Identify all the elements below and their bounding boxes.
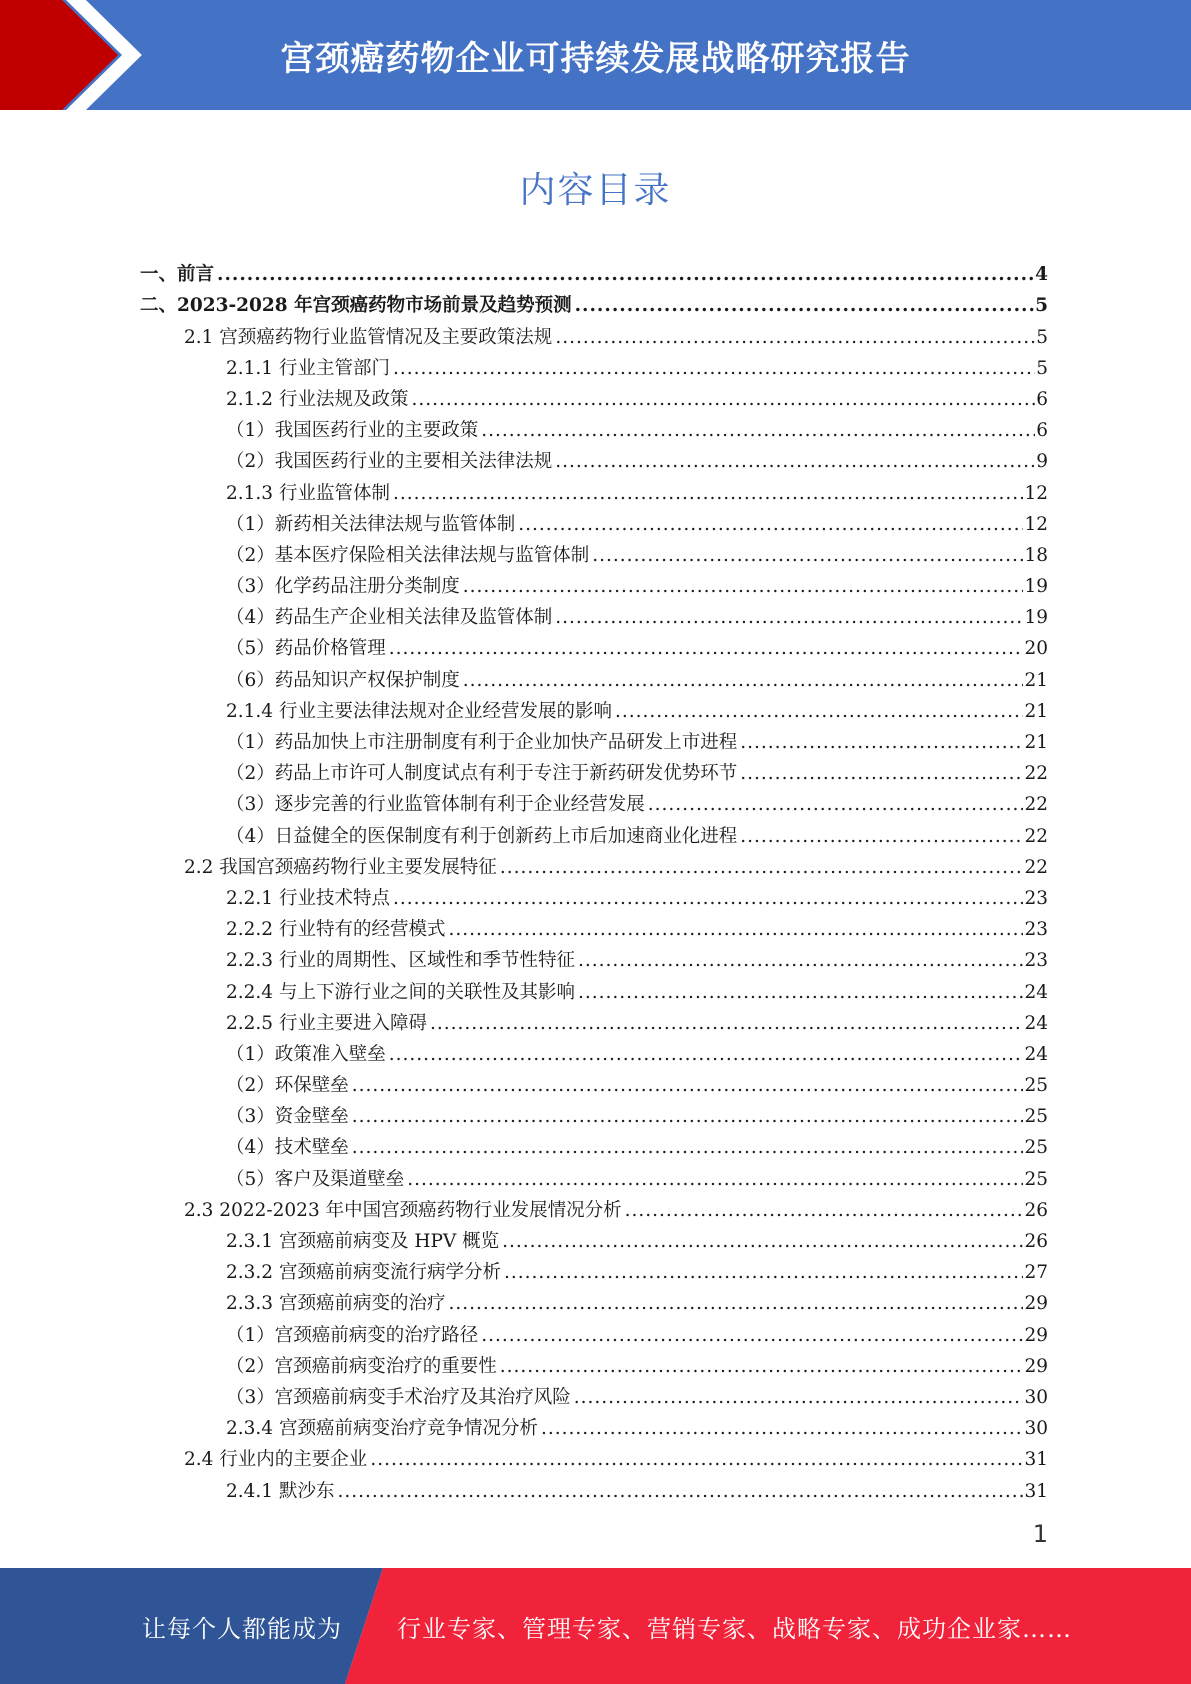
toc-dot-leader — [555, 607, 1023, 629]
toc-entry-title: 2.3.4 宫颈癌前病变治疗竞争情况分析 — [226, 1418, 538, 1440]
toc-entry-page: 30 — [1024, 1418, 1048, 1440]
toc-dot-leader — [448, 1293, 1023, 1315]
toc-entry-page: 24 — [1024, 1043, 1048, 1065]
toc-entry-page: 5 — [1035, 295, 1048, 317]
toc-entry[interactable] — [140, 972, 1048, 1003]
toc-entry[interactable] — [140, 1159, 1048, 1190]
toc-entry-title: 2.4 行业内的主要企业 — [184, 1449, 368, 1471]
toc-entry-title: （3）化学药品注册分类制度 — [226, 576, 460, 598]
toc-entry-page: 22 — [1024, 763, 1048, 785]
toc-entry[interactable] — [140, 1440, 1048, 1471]
toc-entry[interactable] — [140, 1004, 1048, 1035]
toc-entry-page: 29 — [1024, 1355, 1048, 1377]
page-number: 1 — [1032, 1520, 1048, 1548]
toc-entry-page: 24 — [1024, 981, 1048, 1003]
toc-entry[interactable] — [140, 1097, 1048, 1128]
toc-dot-leader — [430, 1013, 1023, 1035]
toc-dot-leader — [555, 327, 1035, 349]
toc-entry[interactable] — [140, 1315, 1048, 1346]
toc-entry[interactable] — [140, 442, 1048, 473]
toc-entry-page: 20 — [1024, 638, 1048, 660]
toc-dot-leader — [393, 483, 1023, 505]
toc-dot-leader — [463, 670, 1024, 692]
toc-entry-title: 2.3.2 宫颈癌前病变流行病学分析 — [226, 1262, 501, 1284]
toc-entry-page: 25 — [1024, 1106, 1048, 1128]
toc-entry-title: （2）环保壁垒 — [226, 1075, 349, 1097]
toc-entry-page: 31 — [1024, 1449, 1048, 1471]
toc-dot-leader — [648, 794, 1024, 816]
toc-entry-page: 19 — [1024, 576, 1048, 598]
toc-entry-title: 2.2.4 与上下游行业之间的关联性及其影响 — [226, 981, 575, 1003]
toc-entry-title: （6）药品知识产权保护制度 — [226, 669, 460, 691]
toc-entry-title: 2.2 我国宫颈癌药物行业主要发展特征 — [184, 856, 497, 878]
toc-entry-page: 26 — [1024, 1231, 1048, 1252]
toc-dot-leader — [740, 732, 1023, 754]
toc-entry[interactable] — [140, 473, 1048, 504]
toc-entry[interactable] — [140, 567, 1048, 598]
toc-dot-leader — [500, 1356, 1024, 1378]
toc-entry[interactable] — [140, 1191, 1048, 1222]
toc-entry-page: 23 — [1024, 950, 1048, 972]
toc-entry-title: 2.3.3 宫颈癌前病变的治疗 — [226, 1293, 446, 1315]
table-of-contents — [140, 255, 1048, 1503]
toc-entry[interactable] — [140, 286, 1048, 317]
toc-entry[interactable] — [140, 660, 1048, 691]
toc-dot-leader — [578, 982, 1023, 1004]
toc-entry-title: （4）技术壁垒 — [226, 1137, 349, 1159]
toc-dot-leader — [625, 1200, 1024, 1222]
toc-entry[interactable] — [140, 598, 1048, 629]
toc-entry-page: 26 — [1024, 1199, 1048, 1221]
toc-entry-title: （1）药品加快上市注册制度有利于企业加快产品研发上市进程 — [226, 732, 738, 753]
toc-dot-leader — [352, 1075, 1024, 1097]
toc-entry-page: 6 — [1036, 388, 1048, 410]
toc-entry[interactable] — [140, 1222, 1048, 1253]
toc-dot-leader — [500, 857, 1024, 879]
toc-dot-leader — [411, 389, 1035, 411]
toc-entry-title: 2.1.4 行业主要法律法规对企业经营发展的影响 — [226, 700, 612, 722]
toc-entry-title: 2.2.5 行业主要进入障碍 — [226, 1012, 427, 1034]
toc-entry[interactable] — [140, 629, 1048, 660]
toc-entry-page: 21 — [1024, 700, 1048, 722]
toc-entry-title: （2）药品上市许可人制度试点有利于专注于新药研发优势环节 — [226, 763, 738, 785]
toc-entry[interactable] — [140, 723, 1048, 754]
toc-dot-leader — [575, 295, 1035, 317]
toc-entry-page: 25 — [1024, 1168, 1048, 1190]
toc-dot-leader — [541, 1418, 1023, 1440]
toc-entry[interactable] — [140, 692, 1048, 723]
toc-dot-leader — [740, 826, 1023, 848]
footer-slogan-left: 让每个人都能成为 — [142, 1614, 342, 1643]
toc-entry-page: 6 — [1036, 420, 1048, 442]
toc-dot-leader — [615, 701, 1023, 723]
toc-dot-leader — [407, 1169, 1023, 1191]
toc-entry-title: （1）政策准入壁垒 — [226, 1043, 386, 1065]
toc-entry[interactable] — [140, 1035, 1048, 1066]
toc-entry-page: 30 — [1024, 1386, 1048, 1408]
report-title: 宫颈癌药物企业可持续发展战略研究报告 — [280, 38, 911, 79]
toc-dot-leader — [574, 1387, 1024, 1409]
toc-entry-title: 2.1.3 行业监管体制 — [226, 482, 390, 504]
toc-entry-title: （1）新药相关法律法规与监管体制 — [226, 513, 516, 535]
toc-dot-leader — [481, 420, 1035, 442]
toc-entry[interactable] — [140, 536, 1048, 567]
toc-entry-page: 18 — [1024, 544, 1048, 566]
toc-dot-leader — [352, 1137, 1024, 1159]
toc-entry[interactable] — [140, 411, 1048, 442]
footer-slogan-right: 行业专家、管理专家、营销专家、战略专家、成功企业家…… — [397, 1614, 1072, 1643]
toc-entry[interactable] — [140, 1284, 1048, 1315]
toc-entry-title: （3）宫颈癌前病变手术治疗及其治疗风险 — [226, 1386, 571, 1408]
toc-entry[interactable] — [140, 754, 1048, 785]
toc-entry-page: 21 — [1024, 669, 1048, 691]
toc-dot-leader — [352, 1106, 1024, 1128]
toc-entry-title: （3）逐步完善的行业监管体制有利于企业经营发展 — [226, 794, 645, 816]
toc-dot-leader — [592, 545, 1023, 567]
toc-entry-title: （2）我国医药行业的主要相关法律法规 — [226, 451, 553, 473]
toc-entry-page: 22 — [1024, 794, 1048, 816]
toc-entry[interactable] — [140, 255, 1048, 286]
toc-entry-title: 2.3 2022-2023 年中国宫颈癌药物行业发展情况分析 — [184, 1199, 622, 1221]
toc-entry[interactable] — [140, 349, 1048, 380]
toc-entry-title: 2.1.1 行业主管部门 — [226, 357, 390, 379]
report-footer-band — [0, 1568, 1191, 1684]
toc-dot-leader — [389, 1044, 1024, 1066]
toc-dot-leader — [393, 888, 1023, 910]
toc-entry-page: 23 — [1024, 887, 1048, 909]
toc-entry-page: 12 — [1024, 513, 1048, 535]
toc-dot-leader — [393, 358, 1035, 380]
toc-entry-page: 4 — [1035, 264, 1048, 286]
toc-entry-title: （1）宫颈癌前病变的治疗路径 — [226, 1324, 479, 1346]
toc-entry-page: 23 — [1024, 919, 1048, 941]
toc-entry-title: 2.4.1 默沙东 — [226, 1480, 335, 1502]
toc-entry-title: 二、2023-2028 年宫颈癌药物市场前景及趋势预测 — [140, 295, 572, 317]
toc-entry-title: （4）日益健全的医保制度有利于创新药上市后加速商业化进程 — [226, 825, 738, 847]
toc-entry-page: 9 — [1036, 451, 1048, 473]
toc-entry-title: （2）基本医疗保险相关法律法规与监管体制 — [226, 544, 590, 566]
toc-entry-page: 29 — [1024, 1293, 1048, 1315]
toc-dot-leader — [463, 576, 1024, 598]
toc-entry[interactable] — [140, 785, 1048, 816]
toc-entry-title: 2.3.1 宫颈癌前病变及 HPV 概览 — [226, 1231, 500, 1252]
toc-entry[interactable] — [140, 1128, 1048, 1159]
toc-dot-leader — [370, 1449, 1023, 1471]
toc-dot-leader — [502, 1231, 1023, 1253]
toc-entry-page: 27 — [1024, 1262, 1048, 1284]
toc-entry-title: （5）客户及渠道壁垒 — [226, 1168, 405, 1190]
toc-entry-page: 5 — [1036, 357, 1048, 379]
toc-dot-leader — [578, 950, 1023, 972]
toc-heading: 内容目录 — [519, 170, 672, 211]
toc-entry-title: （3）资金壁垒 — [226, 1106, 349, 1128]
toc-entry[interactable] — [140, 941, 1048, 972]
toc-entry-title: 2.2.3 行业的周期性、区域性和季节性特征 — [226, 950, 575, 972]
toc-entry-page: 25 — [1024, 1075, 1048, 1097]
toc-entry-page: 29 — [1024, 1324, 1048, 1346]
toc-entry-title: （1）我国医药行业的主要政策 — [226, 420, 479, 442]
toc-dot-leader — [518, 514, 1023, 536]
toc-entry-page: 25 — [1024, 1137, 1048, 1159]
toc-entry-page: 24 — [1024, 1012, 1048, 1034]
toc-entry-title: 一、前言 — [140, 264, 215, 286]
toc-entry[interactable] — [140, 1347, 1048, 1378]
toc-entry-title: （5）药品价格管理 — [226, 638, 386, 660]
toc-entry[interactable] — [140, 816, 1048, 847]
toc-entry-title: 2.1.2 行业法规及政策 — [226, 388, 409, 410]
toc-entry[interactable] — [140, 1471, 1048, 1502]
report-header-band — [0, 0, 1191, 110]
toc-entry[interactable] — [140, 1066, 1048, 1097]
toc-dot-leader — [389, 638, 1024, 660]
toc-entry-title: 2.2.1 行业技术特点 — [226, 887, 390, 909]
toc-dot-leader — [481, 1325, 1023, 1347]
toc-dot-leader — [504, 1262, 1023, 1284]
toc-entry-title: 2.1 宫颈癌药物行业监管情况及主要政策法规 — [184, 326, 553, 348]
toc-entry-page: 22 — [1024, 856, 1048, 878]
toc-entry[interactable] — [140, 848, 1048, 879]
toc-dot-leader — [448, 919, 1023, 941]
toc-entry[interactable] — [140, 879, 1048, 910]
toc-entry-title: 2.2.2 行业特有的经营模式 — [226, 919, 446, 941]
toc-dot-leader — [217, 264, 1034, 286]
toc-entry-page: 19 — [1024, 607, 1048, 629]
toc-dot-leader — [740, 763, 1023, 785]
toc-dot-leader — [555, 451, 1035, 473]
toc-entry[interactable] — [140, 1409, 1048, 1440]
toc-entry[interactable] — [140, 910, 1048, 941]
toc-entry[interactable] — [140, 317, 1048, 348]
toc-entry[interactable] — [140, 1253, 1048, 1284]
toc-entry-page: 21 — [1024, 732, 1048, 753]
toc-entry[interactable] — [140, 505, 1048, 536]
toc-entry-page: 12 — [1024, 482, 1048, 504]
toc-dot-leader — [337, 1481, 1023, 1503]
toc-entry-page: 5 — [1036, 326, 1048, 348]
toc-entry[interactable] — [140, 1378, 1048, 1409]
toc-entry-title: （4）药品生产企业相关法律及监管体制 — [226, 607, 553, 629]
toc-entry-page: 22 — [1024, 825, 1048, 847]
toc-entry[interactable] — [140, 380, 1048, 411]
toc-entry-title: （2）宫颈癌前病变治疗的重要性 — [226, 1355, 497, 1377]
toc-entry-page: 31 — [1024, 1480, 1048, 1502]
